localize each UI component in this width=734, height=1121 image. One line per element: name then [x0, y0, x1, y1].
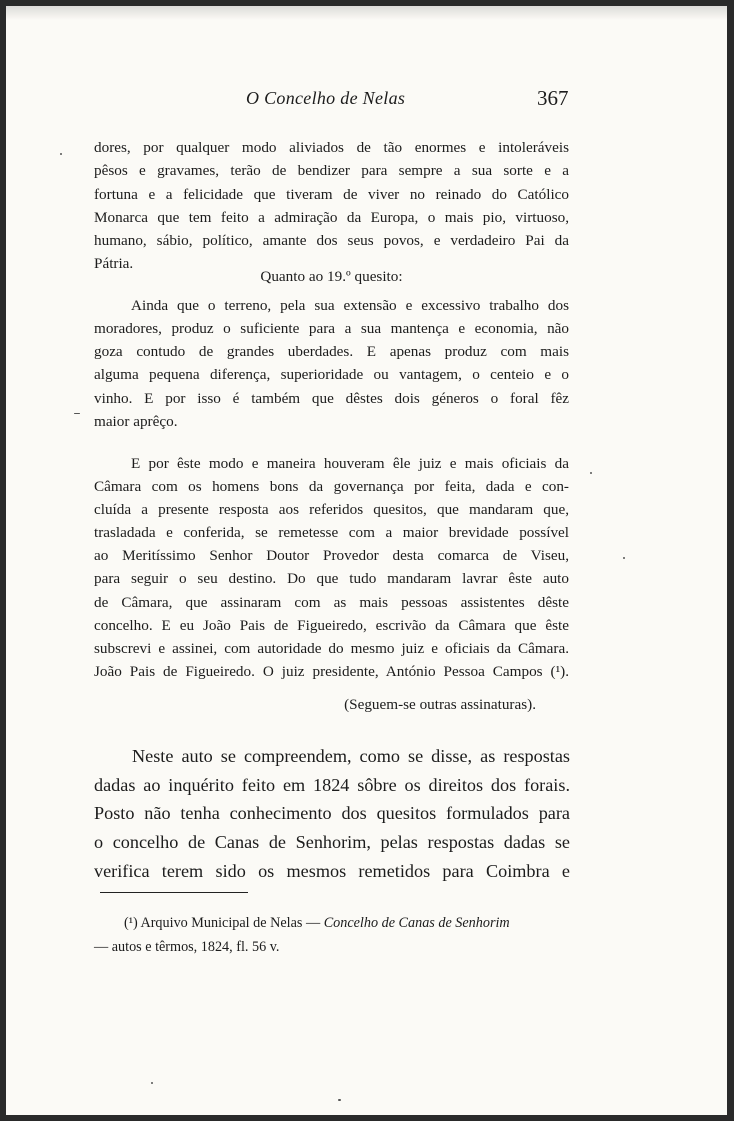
text-line: moradores, produz o suficiente para a sua mantença e economia, não: [94, 320, 569, 337]
text-line: cluída a presente resposta aos referidos quesitos, que mandaram que,: [94, 501, 569, 518]
document-page: [6, 6, 727, 1115]
scan-speck: [338, 1099, 341, 1101]
text-line: alguma pequena diferença, superioridade ou vantagem, o centeio e o: [94, 366, 569, 383]
text-line: Câmara com os homens bons da governança por feita, dada e con-: [94, 478, 569, 495]
footnote-separator: [100, 892, 248, 893]
text-line: de Câmara, que assinaram com as mais pessoas assistentes dêste: [94, 594, 569, 611]
text-line: ao Meritíssimo Senhor Doutor Provedor desta comarca de Viseu,: [94, 547, 569, 564]
signatures-note: (Seguem-se outras assinaturas).: [344, 696, 536, 713]
text-line: o concelho de Canas de Senhorim, pelas respostas dadas se: [94, 832, 570, 852]
text-line: humano, sábio, político, amante dos seus povos, e verdadeiro Pai da: [94, 232, 569, 249]
text-line: verifica terem sido os mesmos remetidos para Coimbra e: [94, 861, 570, 881]
scan-speck: [590, 472, 592, 474]
text-line: Monarca que tem feito a admiração da Europa, o mais pio, virtuoso,: [94, 209, 569, 226]
text-line: fortuna e a felicidade que tiveram de viver no reinado do Católico: [94, 186, 569, 203]
text-line: Neste auto se compreendem, como se disse, as respostas: [132, 746, 570, 766]
text-line: trasladada e conferida, se remetesse com a maior brevidade possível: [94, 524, 569, 541]
footnote-line-2: — autos e têrmos, 1824, fl. 56 v.: [94, 939, 280, 955]
text-line: concelho. E eu João Pais de Figueiredo, escrivão da Câmara que êste: [94, 617, 569, 634]
scan-shadow: [6, 6, 727, 20]
page-number: 367: [537, 86, 569, 110]
text-line: subscrevi e assinei, com autoridade do mesmo juiz e oficiais da Câmara.: [94, 640, 569, 657]
scan-speck: [623, 557, 625, 559]
scan-speck: [60, 153, 62, 155]
text-line: maior aprêço.: [94, 413, 178, 430]
running-header-title: O Concelho de Nelas: [246, 88, 406, 108]
text-line: E por êste modo e maneira houveram êle juiz e mais oficiais da: [131, 455, 569, 472]
footnote-source: (¹) Arquivo Municipal de Nelas —: [124, 915, 324, 931]
scan-speck: [151, 1082, 153, 1084]
text-line: pêsos e gravames, terão de bendizer para sempre a sua sorte e a: [94, 162, 569, 179]
text-line: Ainda que o terreno, pela sua extensão e excessivo trabalho dos: [131, 297, 569, 314]
text-line: dadas ao inquérito feito em 1824 sôbre os direitos dos forais.: [94, 775, 570, 795]
text-line: Posto não tenha conhecimento dos quesitos formulados para: [94, 803, 570, 823]
section-heading: Quanto ao 19.º quesito:: [260, 268, 403, 285]
text-line: para seguir o seu destino. Do que tudo mandaram lavrar êste auto: [94, 570, 569, 587]
text-line: dores, por qualquer modo aliviados de tão enormes e intoleráveis: [94, 139, 569, 156]
footnote-title: Concelho de Canas de Senhorim: [323, 915, 510, 931]
footnote-line-1: [124, 915, 510, 932]
text-line: Pátria.: [94, 255, 134, 272]
scan-speck: [74, 413, 80, 414]
text-line: João Pais de Figueiredo. O juiz presidente, António Pessoa Campos (¹).: [94, 663, 569, 680]
text-line: vinho. E por isso é também que dêstes dois géneros o foral fêz: [94, 390, 569, 407]
text-line: goza contudo de grandes uberdades. E apenas produz com mais: [94, 343, 569, 360]
